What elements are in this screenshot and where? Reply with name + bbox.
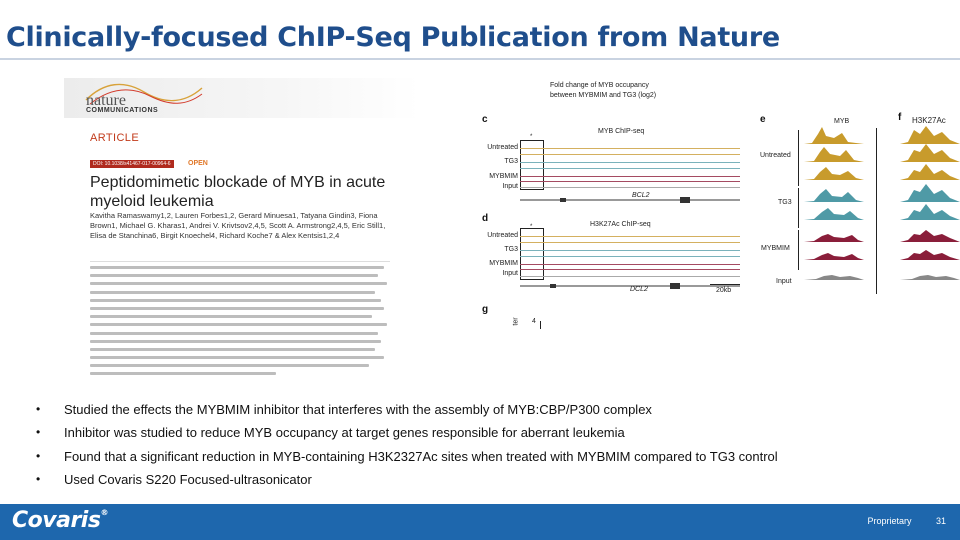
article-type: ARTICLE [90, 132, 140, 144]
d-track-mybmim [520, 264, 740, 265]
bullet-text: Used Covaris S220 Focused-ultrasonicator [64, 471, 312, 487]
journal-name: nature [86, 92, 126, 109]
panel-f-title: H3K27Ac [912, 116, 946, 125]
article-thumbnail [64, 78, 420, 391]
page-number: 31 [935, 516, 946, 526]
c-track-mybmim [520, 176, 740, 177]
slide-title: Clinically-focused ChIP-Seq Publication from Nature [6, 22, 780, 53]
list-item [36, 421, 936, 444]
journal-subtitle: COMMUNICATIONS [86, 107, 159, 114]
panel-c-letter: c [482, 114, 488, 125]
d-track-mybmim [520, 269, 740, 270]
c-track-mybmim [520, 181, 740, 182]
d-track-tg3 [520, 256, 740, 257]
brand-name: Covaris [12, 508, 101, 533]
bullet-icon: • [36, 471, 41, 486]
panel-e-title: MYB [834, 118, 850, 125]
e-f-divider [876, 128, 877, 294]
list-item [36, 398, 936, 421]
panel-f-heat-tracks [900, 124, 960, 290]
c-track-tg3 [520, 162, 740, 163]
d-track-untreated [520, 236, 740, 237]
panel-g-axis-tick: 4 [532, 318, 536, 325]
abstract-divider [90, 261, 390, 262]
doi-badge: DOI: 10.1038/s41467-017-00964-6 [90, 160, 174, 168]
list-item [36, 445, 936, 468]
e-group-label-mybmim: MYBMIM [761, 245, 790, 252]
c-gene-model [520, 196, 740, 204]
e-group-label-input: Input [776, 278, 792, 285]
scale-bar [710, 284, 740, 285]
open-access-tag: OPEN [188, 160, 208, 167]
c-track-label-input: Input [502, 183, 518, 190]
d-track-label-mybmim: MYBMIM [489, 260, 518, 267]
bullet-icon: • [36, 425, 41, 440]
panel-g-axis [540, 321, 541, 329]
d-track-tg3 [520, 250, 740, 251]
panel-d-star: * [530, 224, 533, 230]
panel-d-letter: d [482, 213, 489, 224]
d-track-label-untreated: Untreated [487, 232, 518, 239]
bullet-icon: • [36, 402, 41, 416]
panel-g-letter: g [482, 304, 489, 315]
list-item [36, 468, 936, 491]
figure-caption-line-1: Fold change of MYB occupancy [550, 82, 649, 89]
panel-e-heat-tracks [804, 124, 864, 290]
c-track-label-tg3: TG3 [504, 158, 518, 165]
panel-d-title: H3K27Ac ChIP-seq [590, 221, 651, 228]
scale-bar-label: 20kb [716, 287, 732, 294]
c-gene-label: BCL2 [632, 192, 650, 199]
bullet-text: Studied the effects the MYBMIM inhibitor that interferes with the assembly of MYB:CBP/P300 complex [64, 402, 652, 417]
d-track-label-tg3: TG3 [504, 246, 518, 253]
c-track-label-untreated: Untreated [487, 144, 518, 151]
c-track-tg3 [520, 168, 740, 169]
bullet-text: Found that a significant reduction in MYB-containing H3K2327Ac sites when treated with MYBMIM compared to TG3 control [64, 448, 778, 464]
panel-e-letter: e [760, 114, 766, 125]
article-authors: Kavitha Ramaswamy1,2, Lauren Forbes1,2, Gerard Minuesa1, Tatyana Gindin3, Fiona Brown1, Michael G. Kharas1, Andrei V. Krivtsov2,4,5, Scott A. Armstrong2,4,5, Eric Still1, Elisa de Stanchina6, Birgit Knoechel4, Richard Koche7 & Alex Kentsis1,2,4 [90, 211, 386, 240]
chip-seq-figure [478, 78, 960, 358]
title-divider [0, 58, 960, 60]
panel-c-star: * [530, 134, 533, 140]
abstract-text-block [90, 266, 390, 386]
footer-bar [0, 504, 960, 540]
panel-c-title: MYB ChIP-seq [598, 128, 645, 135]
e-bracket-mybmim [798, 230, 799, 270]
trademark-symbol: ® [100, 508, 108, 517]
e-bracket-tg3 [798, 188, 799, 228]
d-track-input [520, 276, 740, 277]
panel-f-letter: f [898, 112, 902, 123]
panel-g-ylabel: ter [512, 317, 520, 326]
c-track-untreated [520, 148, 740, 149]
bullet-icon: • [36, 448, 41, 463]
bullet-text: Inhibitor was studied to reduce MYB occupancy at target genes responsible for aberrant leukemia [64, 425, 625, 441]
e-bracket-untreated [798, 130, 799, 186]
d-track-label-input: Input [502, 270, 518, 277]
d-track-untreated [520, 242, 740, 243]
c-track-label-mybmim: MYBMIM [489, 173, 518, 180]
covaris-logo [12, 508, 108, 533]
e-group-label-tg3: TG3 [778, 199, 792, 206]
article-title: Peptidomimetic blockade of MYB in acute myeloid leukemia [90, 174, 386, 210]
bullet-list [36, 398, 936, 491]
footer-meta [845, 516, 946, 526]
proprietary-label: Proprietary [867, 516, 912, 526]
c-track-input [520, 187, 740, 188]
d-gene-label: DCL2 [630, 286, 648, 293]
e-group-label-untreated: Untreated [760, 152, 791, 159]
c-track-untreated [520, 154, 740, 155]
figure-caption-line-2: between MYBMIM and TG3 (log2) [550, 92, 657, 99]
